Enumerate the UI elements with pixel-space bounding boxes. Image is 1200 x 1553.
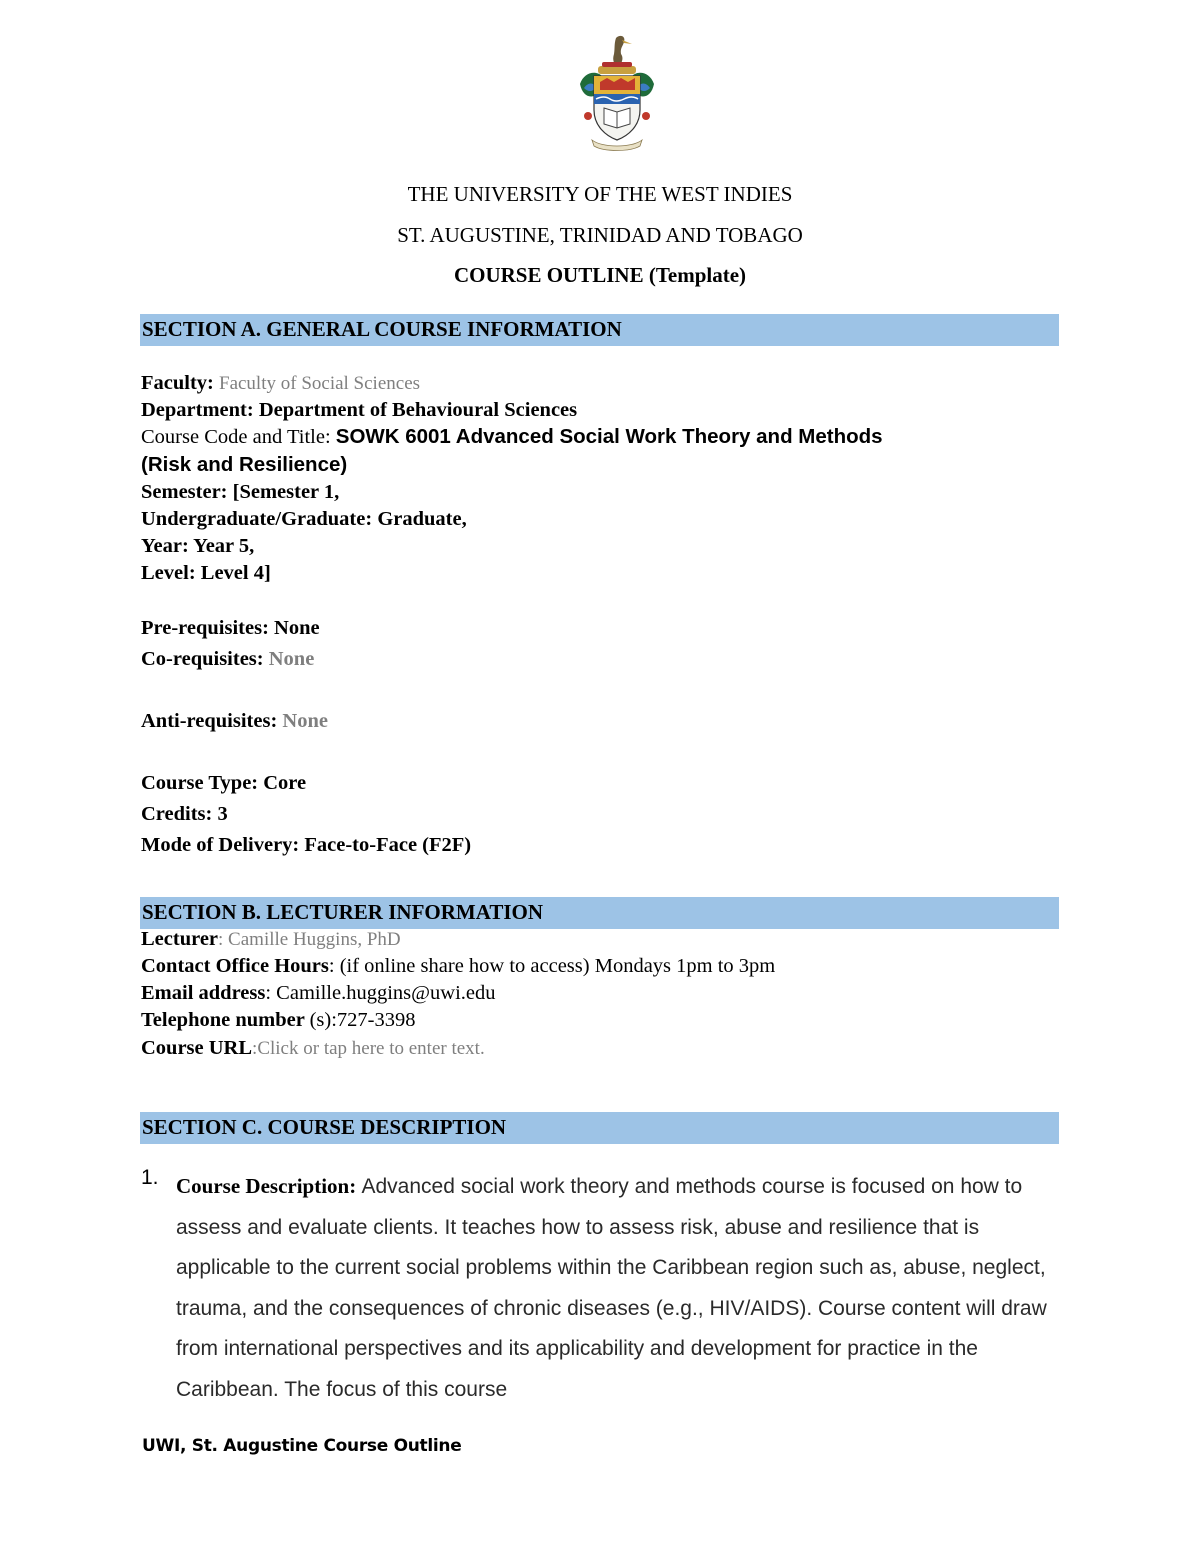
semester-field: [141, 481, 339, 504]
semester-label: Semester:: [141, 481, 233, 503]
faculty-field: [141, 372, 420, 395]
course-type-value[interactable]: Core: [263, 772, 307, 794]
email-label: Email address: [141, 982, 266, 1004]
credits-label: Credits:: [141, 803, 218, 825]
lecturer-field: [141, 928, 401, 951]
year-label: Year:: [141, 535, 194, 557]
delivery-mode-value[interactable]: Face-to-Face (F2F): [304, 834, 472, 856]
uwi-crest-icon: [574, 32, 660, 154]
course-description-body: Advanced social work theory and methods course is focused on how to assess and evaluate clients. It teaches how to assess risk, abuse and resilience that is applicable to the current social problems within the Caribbean region such as, abuse, neglect, trauma, and the consequences of chronic diseases (e.g., HIV/AIDS). Course content will draw from international perspectives and its applicability and development for practice in the Caribbean. The focus of this course: [176, 1175, 1047, 1401]
campus-name: ST. AUGUSTINE, TRINIDAD AND TOBAGO: [397, 223, 803, 247]
email-value[interactable]: : Camille.huggins@uwi.edu: [265, 982, 496, 1004]
course-url-label: Course URL: [141, 1037, 253, 1059]
course-url-field: [141, 1037, 485, 1060]
course-url-value[interactable]: :Click or tap here to enter text.: [252, 1038, 485, 1059]
prerequisites-label: Pre-requisites:: [141, 617, 275, 639]
course-code-field: [141, 425, 883, 449]
antirequisites-field: [141, 710, 328, 733]
delivery-mode-field: [141, 834, 471, 857]
department-value[interactable]: Department of Behavioural Sciences: [258, 399, 578, 421]
document-title: COURSE OUTLINE (Template): [453, 263, 747, 287]
section-b-heading: SECTION B. LECTURER INFORMATION: [142, 900, 543, 924]
course-type-field: [141, 772, 306, 795]
corequisites-value[interactable]: None: [268, 648, 315, 670]
course-code-value[interactable]: SOWK 6001 Advanced Social Work Theory and Methods: [335, 425, 883, 448]
section-a-heading-bar: [140, 314, 1059, 346]
course-code-label: Course Code and Title:: [141, 426, 336, 448]
level-value[interactable]: Level 4]: [200, 562, 271, 584]
university-name: THE UNIVERSITY OF THE WEST INDIES: [407, 182, 793, 206]
year-value[interactable]: Year 5,: [193, 535, 255, 557]
faculty-value[interactable]: Faculty of Social Sciences: [219, 373, 421, 394]
course-type-label: Course Type:: [141, 772, 264, 794]
section-c-heading-bar: [140, 1112, 1059, 1144]
delivery-mode-label: Mode of Delivery:: [141, 834, 305, 856]
section-a-heading: SECTION A. GENERAL COURSE INFORMATION: [142, 317, 622, 341]
email-field: [141, 982, 495, 1005]
lecturer-label: Lecturer: [141, 928, 219, 950]
telephone-field: [141, 1009, 416, 1032]
telephone-value[interactable]: (s):727-3398: [309, 1009, 416, 1031]
level-type-field: [141, 508, 467, 531]
department-field: [141, 399, 577, 422]
section-b-heading-bar: [140, 897, 1059, 929]
lecturer-value[interactable]: : Camille Huggins, PhD: [218, 929, 401, 950]
prerequisites-value[interactable]: None: [274, 617, 320, 639]
antirequisites-label: Anti-requisites:: [141, 710, 283, 732]
corequisites-label: Co-requisites:: [141, 648, 269, 670]
course-code-value-cont[interactable]: (Risk and Resilience): [141, 453, 348, 476]
level-type-value[interactable]: Graduate,: [377, 508, 467, 530]
level-field: [141, 562, 271, 585]
office-hours-label: Contact Office Hours: [141, 955, 329, 977]
corequisites-field: [141, 648, 314, 671]
page-footer: UWI, St. Augustine Course Outline: [142, 1436, 462, 1456]
level-type-label: Undergraduate/Graduate:: [141, 508, 378, 530]
credits-value[interactable]: 3: [217, 803, 228, 825]
course-description-label: Course Description:: [176, 1174, 362, 1198]
year-field: [141, 535, 254, 558]
section-c-heading: SECTION C. COURSE DESCRIPTION: [142, 1115, 507, 1139]
prerequisites-field: [141, 617, 320, 640]
office-hours-value[interactable]: : (if online share how to access) Mondays 1pm to 3pm: [328, 955, 776, 977]
list-number: 1.: [141, 1166, 159, 1189]
semester-value[interactable]: [Semester 1,: [232, 481, 340, 503]
course-description-text[interactable]: [176, 1166, 1056, 1411]
faculty-label: Faculty:: [141, 372, 219, 394]
telephone-label: Telephone number: [141, 1009, 310, 1031]
level-label: Level:: [141, 562, 201, 584]
antirequisites-value[interactable]: None: [282, 710, 328, 732]
department-label: Department:: [141, 399, 259, 421]
credits-field: [141, 803, 228, 826]
office-hours-field: [141, 955, 775, 978]
